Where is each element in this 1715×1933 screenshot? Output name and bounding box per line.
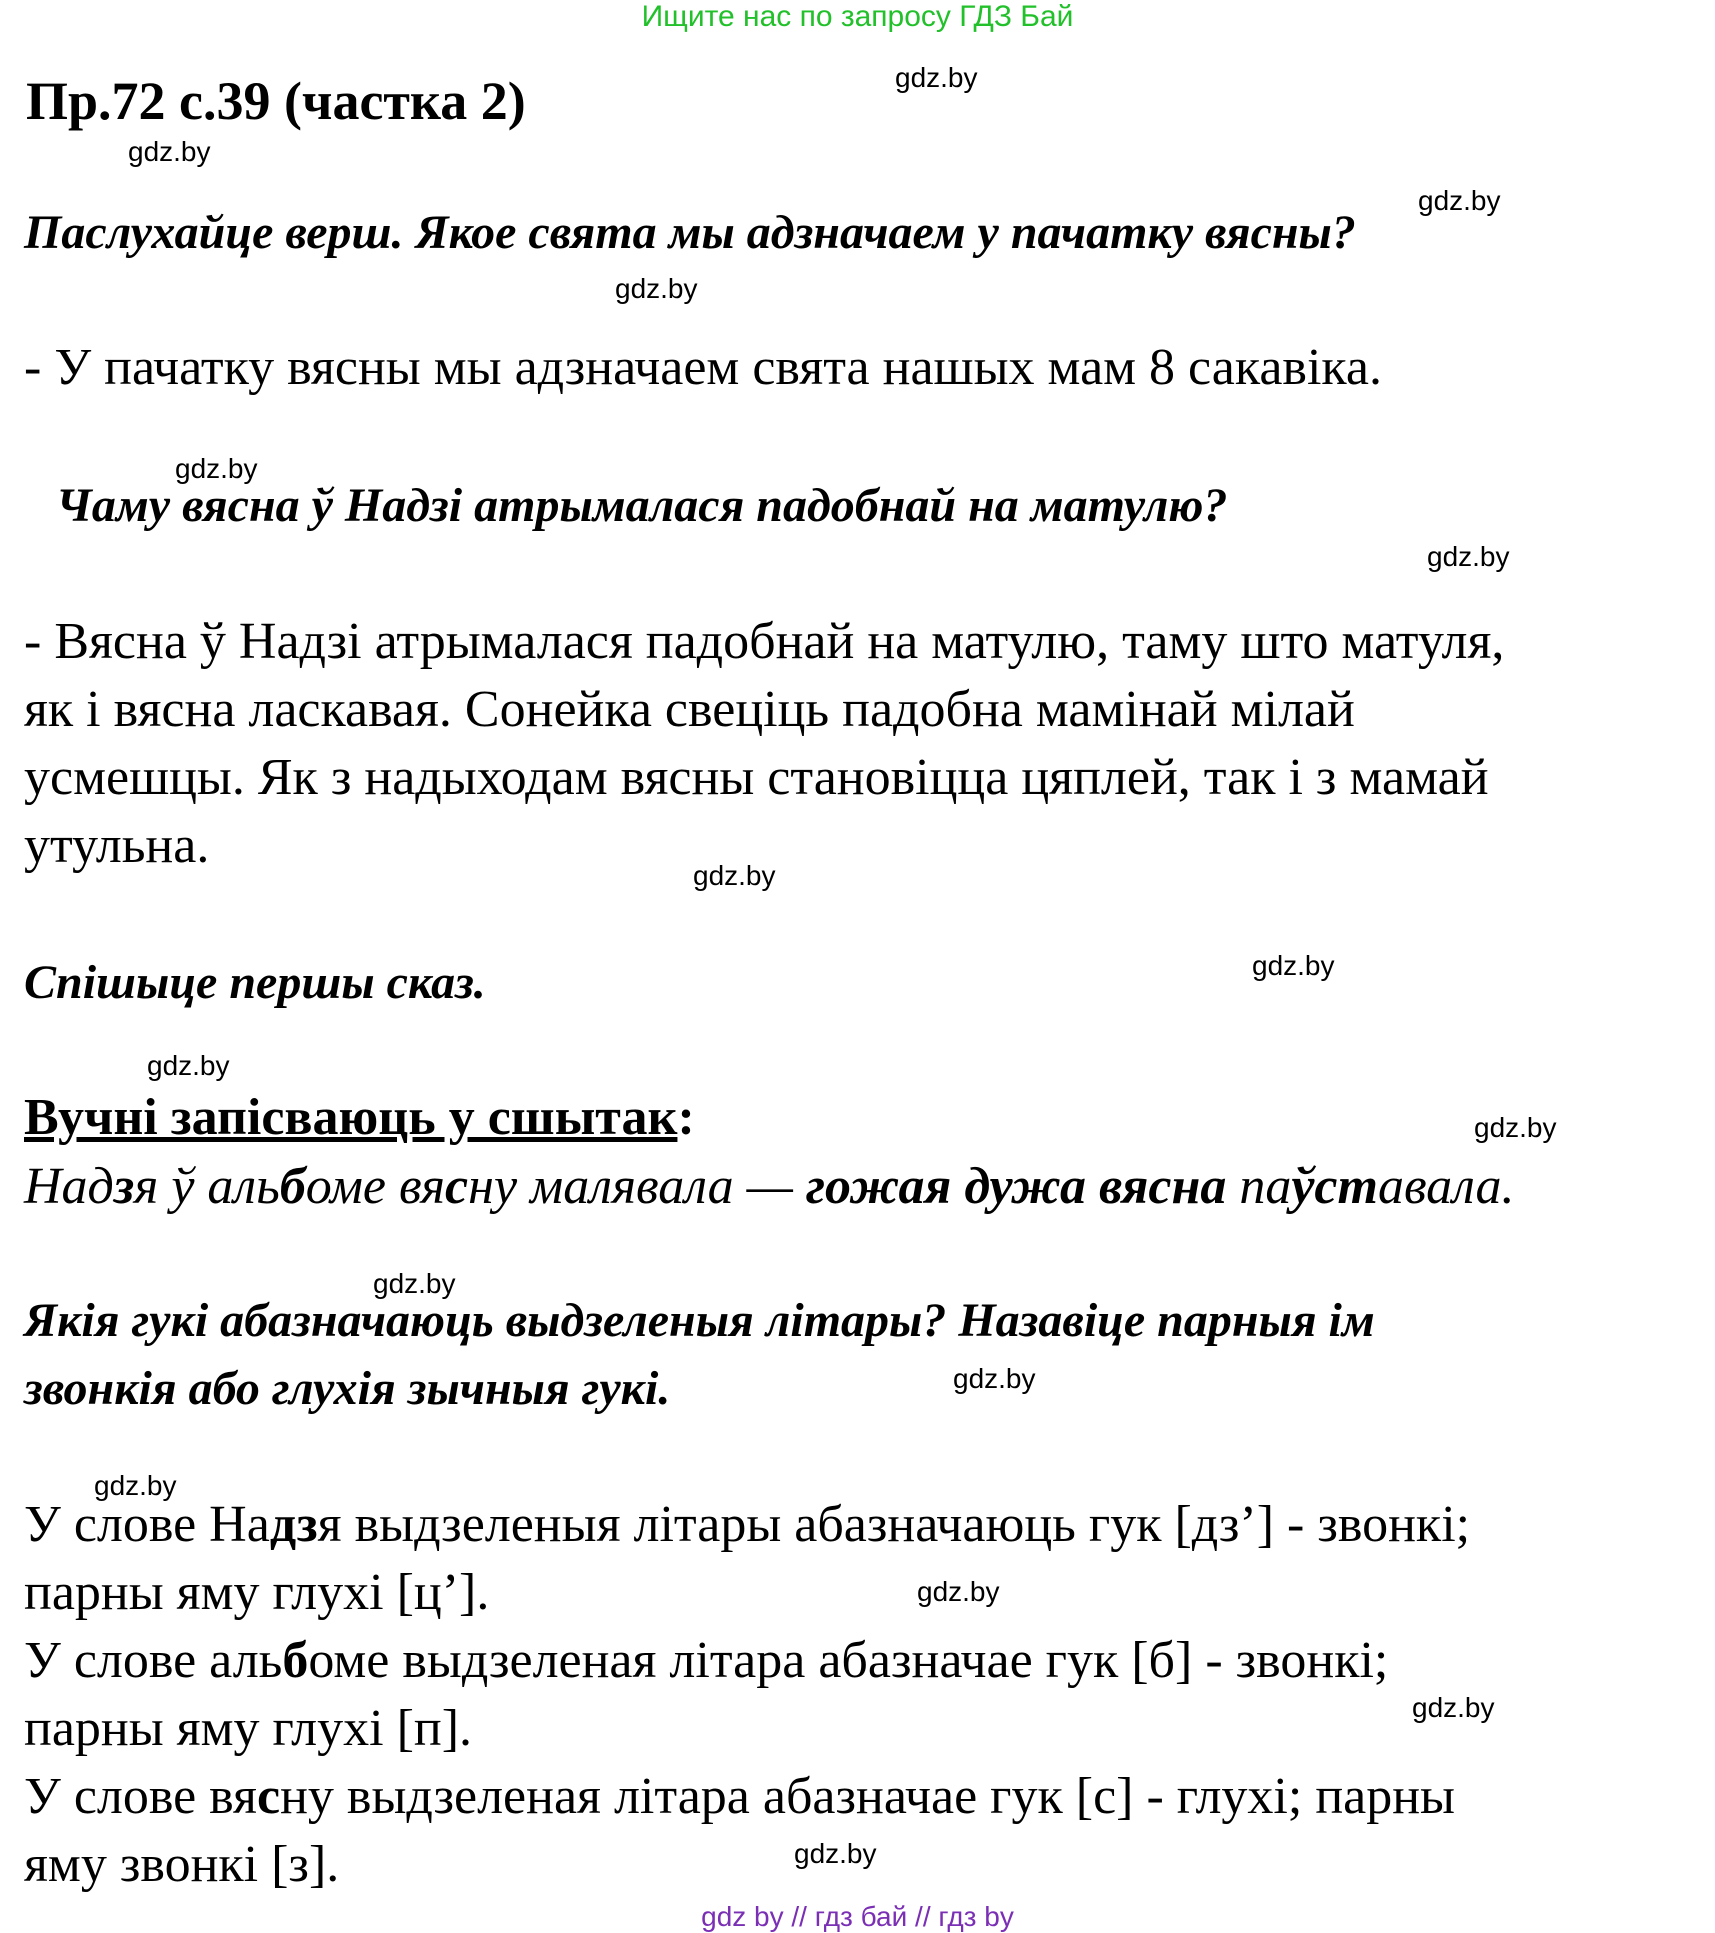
question-1: Паслухайце верш. Якое свята мы адзначаем у пачатку вясны? xyxy=(24,206,1356,259)
watermark: gdz.by xyxy=(1418,185,1501,216)
question-2: Чаму вясна ў Надзі атрымалася падобнай на матулю? xyxy=(56,479,1228,532)
answer-4-line-4: парны яму глухі [п]. xyxy=(24,1700,473,1757)
answer-2-line-2: як і вясна ласкавая. Сонейка свеціць падобна мамінай мілай xyxy=(24,681,1355,738)
notebook-sentence: Надзя ў альбоме вясну малявала — гожая дужа вясна паўставала. xyxy=(24,1158,1515,1215)
watermark: gdz.by xyxy=(175,453,258,484)
answer-4-line-1: У слове Надзя выдзеленыя літары абазначаюць гук [дз’] - звонкі; xyxy=(24,1496,1471,1553)
watermark: gdz.by xyxy=(615,273,698,304)
answer-2-line-3: усмешцы. Як з надыходам вясны становіцца цяплей, так і з мамай xyxy=(24,749,1489,806)
answer-4-line-6: яму звонкі [з]. xyxy=(24,1836,340,1893)
watermark: gdz.by xyxy=(373,1268,456,1299)
watermark: gdz.by xyxy=(953,1363,1036,1394)
watermark: gdz.by xyxy=(794,1838,877,1869)
watermark: gdz.by xyxy=(128,136,211,167)
answer-2-line-1: - Вясна ў Надзі атрымалася падобнай на матулю, таму што матуля, xyxy=(24,613,1505,670)
answer-4-line-5: У слове вясну выдзеленая літара абазначае гук [с] - глухі; парны xyxy=(24,1768,1455,1825)
answer-4-line-2: парны яму глухі [ц’]. xyxy=(24,1564,490,1621)
answer-4-line-3: У слове альбоме выдзеленая літара абазначае гук [б] - звонкі; xyxy=(24,1632,1389,1689)
answer-2-line-4: утульна. xyxy=(24,817,210,874)
watermark: gdz.by xyxy=(917,1576,1000,1607)
question-4-line-2: звонкія або глухія зычныя гукі. xyxy=(24,1362,671,1415)
watermark: gdz.by xyxy=(1474,1112,1557,1143)
page-title: Пр.72 с.39 (частка 2) xyxy=(26,71,526,131)
watermark: gdz.by xyxy=(1427,541,1510,572)
search-hint-banner: Ищите нас по запросу ГДЗ Бай xyxy=(641,0,1074,33)
notebook-label: Вучні запісваюць у сшытак: xyxy=(24,1089,695,1146)
watermark: gdz.by xyxy=(1412,1692,1495,1723)
watermark: gdz.by xyxy=(895,62,978,93)
watermark: gdz.by xyxy=(693,860,776,891)
footer-links: gdz by // гдз бай // гдз by xyxy=(701,1901,1014,1932)
answer-1: - У пачатку вясны мы адзначаем свята нашых мам 8 сакавіка. xyxy=(24,339,1382,396)
question-3: Спішыце першы сказ. xyxy=(24,956,486,1009)
watermark: gdz.by xyxy=(94,1470,177,1501)
watermark: gdz.by xyxy=(147,1050,230,1081)
question-4-line-1: Якія гукі абазначаюць выдзеленыя літары? Назавіце парныя ім xyxy=(24,1294,1375,1347)
watermark: gdz.by xyxy=(1252,950,1335,981)
